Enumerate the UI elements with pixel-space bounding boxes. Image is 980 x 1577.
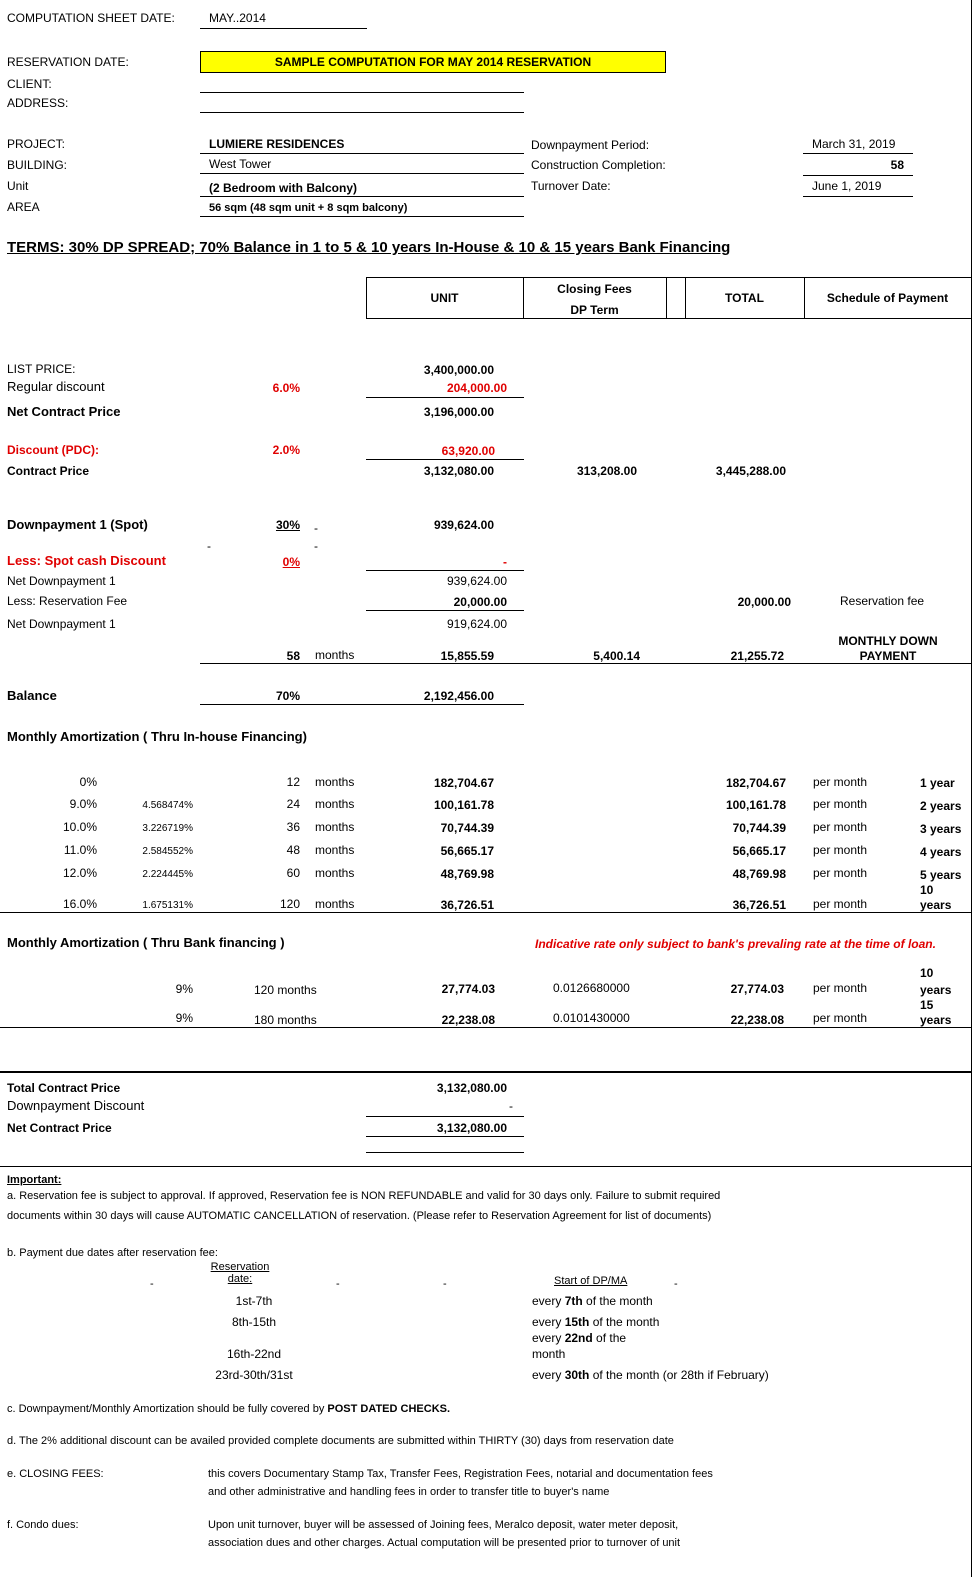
inhouse-amount: 36,726.51 [440, 898, 494, 912]
dp-period-label: Downpayment Period: [531, 138, 650, 152]
monthly-dp-total: 21,255.72 [730, 649, 784, 663]
contract-price-total: 3,445,288.00 [715, 464, 786, 478]
dash-6: - [443, 1278, 447, 1290]
reservation-date-col-b: date: [227, 1273, 253, 1285]
due-date-text-cont: month [532, 1347, 566, 1361]
turnover-label: Turnover Date: [531, 179, 611, 193]
pdc-label: Discount (PDC): [7, 443, 99, 457]
note-f-line2: association dues and other charges. Actual computation will be presented prior to turnover of unit [208, 1537, 681, 1549]
inhouse-term: 24 [286, 797, 300, 811]
bank-months: 120 months [254, 983, 317, 997]
regular-discount-label: Regular discount [7, 379, 105, 394]
net-dp1: 939,624.00 [446, 574, 507, 588]
inhouse-total: 48,769.98 [732, 867, 786, 881]
pdc-discount: 63,920.00 [441, 444, 495, 458]
due-date-range: 23rd-30th/31st [215, 1368, 293, 1382]
res-fee-label: Less: Reservation Fee [7, 594, 128, 608]
inhouse-per: per month [813, 797, 868, 811]
dp-period-value: March 31, 2019 [812, 137, 896, 151]
dp-discount-value: - [509, 1099, 513, 1113]
contract-price-closing: 313,208.00 [576, 464, 637, 478]
inhouse-amount: 56,665.17 [440, 844, 494, 858]
inhouse-total: 100,161.78 [725, 798, 786, 812]
inhouse-term: 60 [286, 866, 300, 880]
net-dp1-label: Net Downpayment 1 [7, 574, 116, 588]
turnover-value: June 1, 2019 [812, 179, 882, 193]
column-dp-term: DP Term [570, 303, 619, 317]
tcp-value: 3,132,080.00 [436, 1081, 507, 1095]
computation-date: MAY..2014 [209, 11, 266, 25]
summary-ncp-value: 3,132,080.00 [436, 1121, 507, 1135]
inhouse-rate: 9.0% [69, 797, 97, 811]
inhouse-term: 48 [286, 843, 300, 857]
inhouse-amount: 48,769.98 [440, 867, 494, 881]
sample-banner: SAMPLE COMPUTATION FOR MAY 2014 RESERVATION [200, 51, 666, 73]
dp-months-n: 58 [286, 649, 300, 663]
spot-discount-pct: 0% [282, 555, 300, 569]
construction-value: 58 [890, 158, 904, 172]
regular-discount-pct: 6.0% [272, 381, 300, 395]
monthly-dp-unit: 15,855.59 [440, 649, 494, 663]
building-value: West Tower [209, 157, 272, 171]
list-price-label: LIST PRICE: [7, 362, 76, 376]
bank-amount: 22,238.08 [441, 1013, 495, 1027]
inhouse-term-unit: months [315, 843, 355, 857]
inhouse-factor: 2.224445% [142, 869, 193, 880]
dash-2: - [207, 539, 211, 553]
note-e-line1: this covers Documentary Stamp Tax, Transfer Fees, Registration Fees, notarial and documentation fees [208, 1468, 713, 1480]
balance-pct: 70% [275, 689, 300, 703]
address-label: ADDRESS: [7, 96, 69, 110]
inhouse-amount: 100,161.78 [433, 798, 494, 812]
monthly-dp-schedule-1: MONTHLY DOWN [838, 634, 938, 648]
monthly-dp-schedule-2: PAYMENT [859, 649, 917, 663]
tcp-label: Total Contract Price [7, 1081, 121, 1095]
inhouse-per: per month [813, 897, 868, 911]
note-b: b. Payment due dates after reservation fee: [7, 1247, 218, 1259]
note-f-line1: Upon unit turnover, buyer will be assessed of Joining fees, Meralco deposit, water meter deposit, [208, 1519, 679, 1531]
bank-years-unit: years [920, 1013, 952, 1027]
dash-3: - [314, 539, 318, 553]
inhouse-term-unit: months [315, 797, 355, 811]
building-label: BUILDING: [7, 158, 68, 172]
start-dp-col: Start of DP/MA [554, 1275, 628, 1287]
inhouse-term: 36 [286, 820, 300, 834]
contract-price-label: Contract Price [7, 464, 90, 478]
terms-heading: TERMS: 30% DP SPREAD; 70% Balance in 1 to 5 & 10 years In-House & 10 & 15 years Bank Financing [7, 239, 731, 256]
bank-total: 27,774.03 [730, 982, 784, 996]
inhouse-total: 56,665.17 [732, 844, 786, 858]
area-label: AREA [7, 200, 40, 214]
net-dp1b-label: Net Downpayment 1 [7, 617, 116, 631]
inhouse-factor: 1.675131% [142, 900, 193, 911]
unit-value: (2 Bedroom with Balcony) [209, 181, 358, 195]
bank-per: per month [813, 1011, 868, 1025]
bank-amount: 27,774.03 [441, 982, 495, 996]
note-e-line2: and other administrative and handling fees in order to transfer title to buyer's name [208, 1486, 610, 1498]
regular-discount: 204,000.00 [446, 381, 507, 395]
inhouse-years: 1 year [920, 776, 955, 790]
bank-per: per month [813, 981, 868, 995]
bank-note: Indicative rate only subject to bank's prevaling rate at the time of loan. [535, 937, 936, 951]
inhouse-term-unit: months [315, 866, 355, 880]
inhouse-total: 70,744.39 [732, 821, 786, 835]
res-fee-total: 20,000.00 [737, 595, 791, 609]
inhouse-factor: 3.226719% [142, 823, 193, 834]
due-date-text: every 30th of the month (or 28th if February) [532, 1368, 769, 1382]
ncp: 3,196,000.00 [423, 405, 494, 419]
list-price: 3,400,000.00 [423, 363, 494, 377]
inhouse-term-unit: months [315, 820, 355, 834]
due-date-range: 1st-7th [235, 1294, 273, 1308]
inhouse-years-num: 10 [920, 883, 934, 897]
inhouse-total: 36,726.51 [732, 898, 786, 912]
bank-years-num: 10 [920, 966, 934, 980]
inhouse-per: per month [813, 775, 868, 789]
monthly-dp-closing: 5,400.14 [593, 649, 640, 663]
inhouse-rate: 11.0% [63, 843, 97, 857]
due-date-text: every 7th of the month [532, 1294, 653, 1308]
res-fee-schedule: Reservation fee [840, 594, 925, 608]
inhouse-years-unit: years [920, 898, 952, 912]
bank-factor: 0.0126680000 [553, 981, 630, 995]
spot-discount-label: Less: Spot cash Discount [7, 553, 166, 568]
inhouse-amount: 70,744.39 [440, 821, 494, 835]
inhouse-per: per month [813, 820, 868, 834]
inhouse-term-unit: months [315, 775, 355, 789]
inhouse-factor: 2.584552% [142, 846, 193, 857]
inhouse-per: per month [813, 843, 868, 857]
inhouse-factor: 4.568474% [142, 800, 193, 811]
note-a-line1: a. Reservation fee is subject to approval. If approved, Reservation fee is NON REFUNDABLE and valid for 30 days only. Failure to submit required [7, 1190, 721, 1202]
area-value: 56 sqm (48 sqm unit + 8 sqm balcony) [209, 202, 408, 214]
inhouse-amount: 182,704.67 [433, 776, 494, 790]
summary-ncp-label: Net Contract Price [7, 1121, 112, 1135]
inhouse-years: 4 years [920, 845, 962, 859]
due-date-text: every 22nd of the [532, 1331, 627, 1345]
dash-4: - [150, 1278, 154, 1290]
spot-discount: - [503, 555, 507, 569]
inhouse-rate: 16.0% [62, 897, 97, 911]
reservation-date-label: RESERVATION DATE: [7, 55, 129, 69]
construction-label: Construction Completion: [531, 158, 666, 172]
bank-total: 22,238.08 [730, 1013, 784, 1027]
bank-months: 180 months [254, 1013, 317, 1027]
res-fee: 20,000.00 [453, 595, 507, 609]
due-date-text: every 15th of the month [532, 1315, 660, 1329]
inhouse-term: 12 [286, 775, 300, 789]
client-label: CLIENT: [7, 77, 52, 91]
dash-5: - [336, 1278, 340, 1290]
reservation-date-col-a: Reservation [210, 1261, 270, 1273]
note-c: c. Downpayment/Monthly Amortization should be fully covered by POST DATED CHECKS. [7, 1403, 451, 1415]
bank-title: Monthly Amortization ( Thru Bank financing ) [7, 935, 285, 950]
column-unit: UNIT [430, 291, 459, 305]
note-a-line2: documents within 30 days will cause AUTOMATIC CANCELLATION of reservation. (Please refer to Reservation Agreement for list of documents) [7, 1210, 712, 1222]
balance-label: Balance [7, 688, 57, 703]
net-dp1b: 919,624.00 [446, 617, 507, 631]
dp1-label: Downpayment 1 (Spot) [7, 517, 148, 532]
balance-value: 2,192,456.00 [423, 689, 494, 703]
inhouse-rate: 0% [79, 775, 97, 789]
note-f-label: f. Condo dues: [7, 1519, 79, 1531]
note-d: d. The 2% additional discount can be availed provided complete documents are submitted within THIRTY (30) days from reservation date [7, 1435, 674, 1447]
dp1-value: 939,624.00 [433, 518, 494, 532]
dash-7: - [674, 1278, 678, 1290]
dp-discount-label: Downpayment Discount [7, 1098, 145, 1113]
bank-years-num: 15 [920, 998, 934, 1012]
dp-months-label: months [315, 648, 355, 662]
inhouse-rate: 12.0% [62, 866, 97, 880]
unit-label: Unit [7, 179, 29, 193]
bank-rate: 9% [175, 1011, 193, 1025]
dp1-pct: 30% [275, 518, 300, 532]
inhouse-years: 3 years [920, 822, 962, 836]
inhouse-term: 120 [279, 897, 300, 911]
pdc-pct: 2.0% [272, 443, 300, 457]
contract-price: 3,132,080.00 [423, 464, 494, 478]
inhouse-title: Monthly Amortization ( Thru In-house Financing) [7, 729, 307, 744]
inhouse-years: 2 years [920, 799, 962, 813]
due-date-range: 8th-15th [231, 1315, 277, 1329]
inhouse-total: 182,704.67 [725, 776, 786, 790]
ncp-label: Net Contract Price [7, 404, 121, 419]
inhouse-term-unit: months [315, 897, 355, 911]
important-heading: Important: [7, 1174, 62, 1186]
project-value: LUMIERE RESIDENCES [209, 137, 345, 151]
bank-years-unit: years [920, 983, 952, 997]
computation-date-label: COMPUTATION SHEET DATE: [7, 11, 175, 25]
inhouse-years: 5 years [920, 868, 962, 882]
inhouse-per: per month [813, 866, 868, 880]
due-date-range: 16th-22nd [226, 1347, 282, 1361]
column-total: TOTAL [725, 291, 764, 305]
note-e-label: e. CLOSING FEES: [7, 1468, 104, 1480]
dash-1: - [314, 521, 318, 535]
inhouse-rate: 10.0% [62, 820, 97, 834]
column-schedule: Schedule of Payment [826, 291, 949, 305]
bank-rate: 9% [175, 982, 193, 996]
column-closing-fees: Closing Fees [557, 282, 632, 296]
bank-factor: 0.0101430000 [553, 1011, 630, 1025]
project-label: PROJECT: [7, 137, 66, 151]
